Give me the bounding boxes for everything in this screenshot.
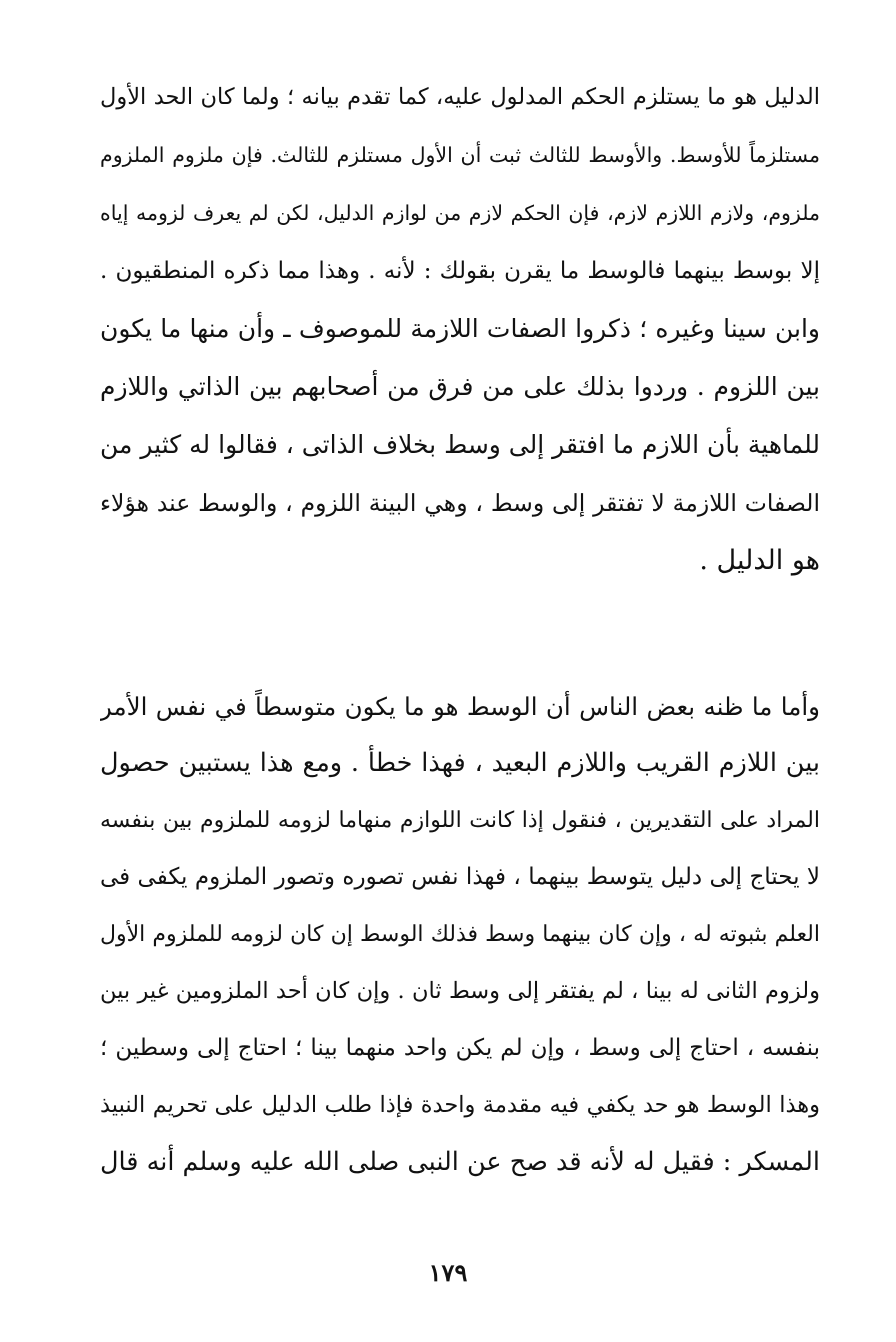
paragraph-1 [100,68,820,590]
text-line: بنفسه ، احتاج إلى وسط ، وإن لم يكن واحد منهما بينا ؛ احتاج إلى وسطين ؛ [100,1035,820,1061]
text-line: المسكر : فقيل له لأنه قد صح عن النبى صلى الله عليه وسلم أنه قال [100,1147,820,1177]
text-line: المراد على التقديرين ، فنقول إذا كانت اللوازم منهاما لزومه للملزوم بين بنفسه [100,808,820,833]
text-line: للماهية بأن اللازم ما افتقر إلى وسط بخلاف الذاتى ، فقالوا له كثير من [100,430,820,459]
text-line: ولزوم الثانى له بينا ، لم يفتقر إلى وسط ثان . وإن كان أحد الملزومين غير بين [100,978,820,1004]
text-line: إلا بوسط بينهما فالوسط ما يقرن بقولك : لأنه . وهذا مما ذكره المنطقيون . [100,258,820,284]
text-line: وأما ما ظنه بعض الناس أن الوسط هو ما يكون متوسطاً في نفس الأمر [100,692,820,721]
text-line: وهذا الوسط هو حد يكفي فيه مقدمة واحدة فإذا طلب الدليل على تحريم النبيذ [100,1092,820,1118]
text-line: مستلزماً للأوسط. والأوسط للثالث ثبت أن الأول مستلزم للثالث. فإن ملزوم الملزوم [100,143,820,167]
text-line: الدليل هو ما يستلزم الحكم المدلول عليه، كما تقدم بيانه ؛ ولما كان الحد الأول [100,84,820,110]
text-line: لا يحتاج إلى دليل يتوسط بينهما ، فهذا نفس تصوره وتصور الملزوم يكفى فى [100,864,820,890]
text-line: الصفات اللازمة لا تفتقر إلى وسط ، وهي البينة اللزوم ، والوسط عند هؤلاء [100,489,820,517]
page-number: ١٧٩ [428,1258,468,1287]
text-line: ملزوم، ولازم اللازم لازم، فإن الحكم لازم من لوازم الدليل، لكن لم يعرف لزومه إياه [100,201,820,225]
text-line: وابن سينا وغيره ؛ ذكروا الصفات اللازمة للموصوف ـ وأن منها ما يكون [100,314,820,343]
paragraph-2 [100,678,820,1191]
text-line: هو الدليل . [699,545,820,576]
text-line: بين اللازم القريب واللازم البعيد ، فهذا خطأ . ومع هذا يستبين حصول [100,748,820,778]
text-line: بين اللزوم . وردوا بذلك على من فرق من أصحابهم بين الذاتي واللازم [100,372,820,401]
text-line: العلم بثبوته له ، وإن كان بينهما وسط فذلك الوسط إن كان لزومه للملزوم الأول [100,922,820,947]
